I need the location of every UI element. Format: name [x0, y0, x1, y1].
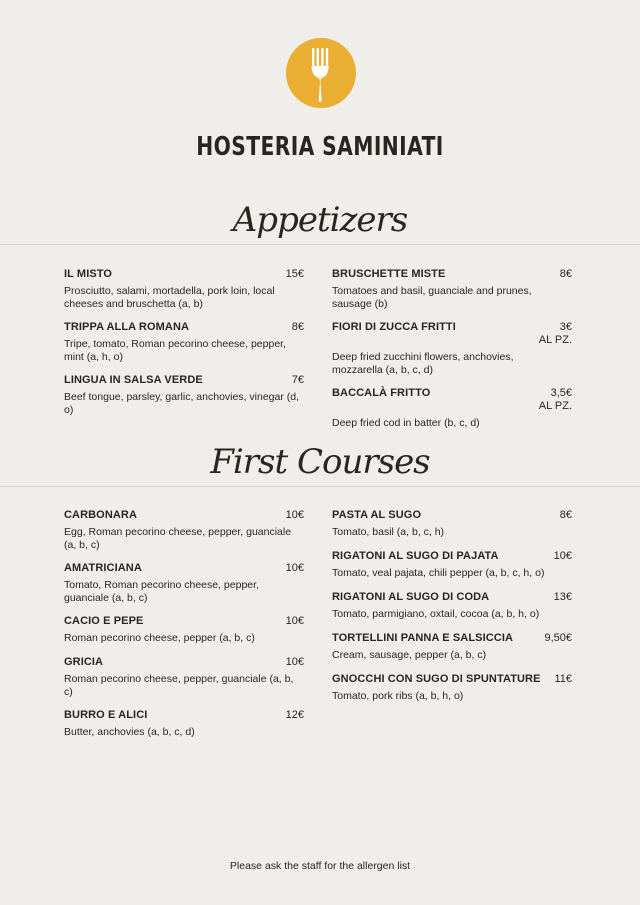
menu-item-header: [64, 509, 304, 522]
first-courses-left-column: [64, 509, 304, 749]
menu-item-price: 15€: [285, 268, 304, 280]
menu-item-description: Tomato, veal pajata, chili pepper (a, b, c, h, o): [332, 567, 545, 579]
menu-item-name: BURRO E ALICI: [64, 709, 148, 721]
menu-item: [332, 632, 572, 662]
logo: [286, 38, 356, 108]
menu-item-header: [332, 321, 572, 347]
menu-item-price: 8€: [559, 509, 572, 521]
menu-item-header: [64, 374, 304, 387]
menu-item: [64, 268, 304, 311]
menu-item: [332, 321, 572, 377]
menu-item-name: AMATRICIANA: [64, 562, 142, 574]
menu-item-header: [64, 656, 304, 669]
menu-item-name: TORTELLINI PANNA E SALSICCIA: [332, 632, 514, 644]
menu-item: [64, 656, 304, 699]
menu-item-name: GRICIA: [64, 656, 104, 668]
menu-item-description: Butter, anchovies (a, b, c, d): [64, 726, 195, 738]
menu-item: [332, 550, 572, 580]
menu-item-header: [64, 709, 304, 722]
menu-item-name: FIORI DI ZUCCA FRITTI: [332, 321, 456, 333]
menu-item: [332, 387, 572, 430]
menu-item-description: Deep fried zucchini flowers, anchovies, mozzarella (a, b, c, d): [332, 351, 514, 376]
menu-item-header: [64, 615, 304, 628]
menu-item-description: Tomato, basil (a, b, c, h): [332, 526, 445, 538]
menu-item-description: Beef tongue, parsley, garlic, anchovies, vinegar (d, o): [64, 391, 300, 416]
menu-item-price: 3,5€ AL PZ.: [538, 387, 572, 412]
menu-item-price: 10€: [285, 615, 304, 627]
menu-item: [332, 268, 572, 311]
menu-item-price: 10€: [285, 562, 304, 574]
menu-item-description: Tomatoes and basil, guanciale and prunes, sausage (b): [332, 285, 532, 310]
menu-item-description: Roman pecorino cheese, pepper (a, b, c): [64, 632, 255, 644]
section-divider: [0, 486, 640, 487]
menu-item-description: Egg, Roman pecorino cheese, pepper, guanciale (a, b, c): [64, 526, 292, 551]
appetizers-left-column: [64, 268, 304, 427]
menu-item-header: [332, 268, 572, 281]
menu-item-name: BACCALÀ FRITTO: [332, 387, 431, 399]
menu-item-price: 10€: [285, 509, 304, 521]
menu-item-price: 9,50€: [544, 632, 572, 644]
menu-item-name: PASTA AL SUGO: [332, 509, 422, 521]
menu-item-header: [332, 509, 572, 522]
menu-item: [332, 591, 572, 621]
menu-item-name: BRUSCHETTE MISTE: [332, 268, 446, 280]
menu-item-header: [332, 632, 572, 645]
menu-item-description: Roman pecorino cheese, pepper, guanciale (a, b, c): [64, 673, 294, 698]
menu-item: [64, 615, 304, 645]
menu-item-price: 3€ AL PZ.: [538, 321, 572, 346]
menu-item: [332, 673, 572, 703]
menu-item-price: 10€: [553, 550, 572, 562]
menu-item-name: CARBONARA: [64, 509, 138, 521]
menu-item-price: 11€: [554, 673, 572, 685]
menu-item-header: [64, 321, 304, 334]
fork-icon: [286, 38, 356, 108]
menu-item-name: LINGUA IN SALSA VERDE: [64, 374, 203, 386]
menu-item-name: GNOCCHI CON SUGO DI SPUNTATURE: [332, 673, 541, 685]
menu-item-name: RIGATONI AL SUGO DI CODA: [332, 591, 490, 603]
section-divider: [0, 244, 640, 245]
appetizers-title: Appetizers: [0, 200, 640, 240]
menu-item-price: 10€: [285, 656, 304, 668]
menu-item-name: TRIPPA ALLA ROMANA: [64, 321, 190, 333]
menu-item-price: 8€: [559, 268, 572, 280]
menu-item-name: IL MISTO: [64, 268, 113, 280]
menu-item-header: [332, 591, 572, 604]
menu-item-price: 13€: [553, 591, 572, 603]
menu-item: [64, 562, 304, 605]
menu-item-name: RIGATONI AL SUGO DI PAJATA: [332, 550, 499, 562]
menu-item: [64, 321, 304, 364]
menu-item-header: [64, 562, 304, 575]
menu-item-header: [64, 268, 304, 281]
menu-item-description: Tomato, parmigiano, oxtail, cocoa (a, b, h, o): [332, 608, 540, 620]
first-courses-title: First Courses: [0, 442, 640, 482]
appetizers-right-column: [332, 268, 572, 440]
menu-item-name: CACIO E PEPE: [64, 615, 144, 627]
menu-item-description: Tomato, Roman pecorino cheese, pepper, guanciale (a, b, c): [64, 579, 259, 604]
allergen-note: Please ask the staff for the allergen list: [229, 860, 411, 872]
menu-item-price: 7€: [291, 374, 304, 386]
menu-item-description: Tomato, pork ribs (a, b, h, o): [332, 690, 464, 702]
menu-item-header: [332, 550, 572, 563]
menu-item: [64, 374, 304, 417]
menu-item-description: Tripe, tomato, Roman pecorino cheese, pepper, mint (a, h, o): [64, 338, 286, 363]
menu-item-price: 8€: [291, 321, 304, 333]
menu-item-header: [332, 673, 572, 686]
menu-item-description: Prosciutto, salami, mortadella, pork loin, local cheeses and bruschetta (a, b): [64, 285, 275, 310]
menu-item-price: 12€: [285, 709, 304, 721]
menu-item: [64, 709, 304, 739]
menu-item: [64, 509, 304, 552]
menu-item: [332, 509, 572, 539]
first-courses-right-column: [332, 509, 572, 713]
menu-item-header: [332, 387, 572, 413]
menu-item-description: Cream, sausage, pepper (a, b, c): [332, 649, 487, 661]
restaurant-name: HOSTERIA SAMINIATI: [196, 132, 444, 162]
menu-item-description: Deep fried cod in batter (b, c, d): [332, 417, 480, 429]
